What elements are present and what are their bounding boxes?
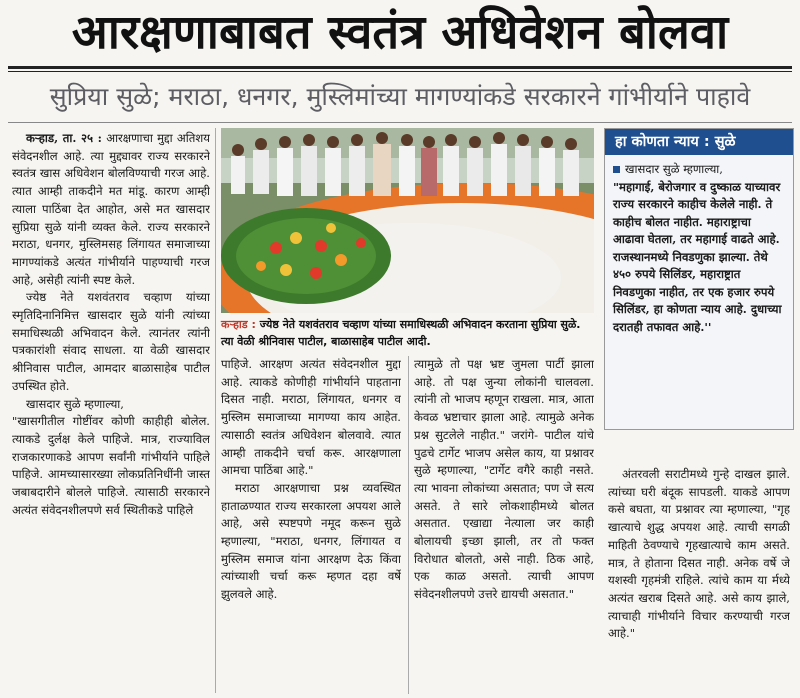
paragraph: पाहिजे. आरक्षण अत्यंत संवेदनशील मुद्दा आहे. त्याकडे कोणीही गांभीर्याने पाहताना दिसत नाही. मराठा, लिंगायत, धनगर व मुस्लिम समाजाच्या मागण्या काय आहेत. त्यासाठी स्वतंत्र अधिवेशन बोलवावे. त्यात आम्ही ताकदीने चर्चा करू. आरक्षणाला आमचा पाठिंबा आहे." <box>221 357 401 478</box>
dateline: कऱ्हाड, ता. २५ : <box>26 131 102 145</box>
article-column-4 <box>608 466 790 694</box>
paragraph: खासदार सुळे म्हणाल्या, <box>26 396 124 411</box>
lead-text: आरक्षणाचा मुद्दा अतिशय संवेदनशील आहे. त्या मुद्द्यावर राज्य सरकारने स्वतंत्र खास अधिवेशन बोलविण्याची गरज आहे. त्यात आम्ही ताकदीने मत मांडू. कारण आम्ही त्याला पाठिंबा देत आहोत, असे मत खासदार सुप्रिया सुळे यांनी व्यक्त केले. राज्य सरकारने मराठा, धनगर, मुस्लिमसह लिंगायत समाजाच्या मागण्यांकडे अत्यंत गांभीर्याने पाहण्याची गरज आहे, असेही त्यांनी स्पष्ट केले. <box>12 131 210 287</box>
bullet-square-icon <box>613 166 620 173</box>
sidebar-title: हा कोणता न्याय : सुळे <box>605 129 793 155</box>
memorial-photo-illustration <box>221 128 594 313</box>
article-column-1 <box>12 130 210 695</box>
headline: आरक्षणाबाबत स्वतंत्र अधिवेशन बोलवा <box>71 5 729 60</box>
subheadline-rule <box>8 122 792 123</box>
headline-rule-thin <box>8 71 792 72</box>
paragraph: मराठा आरक्षणाचा प्रश्न व्यवस्थित हाताळण्यात राज्य सरकारला अपयश आले आहे, असे स्पष्टपणे नमूद करून सुळे म्हणाल्या, "मराठा, धनगर, लिंगायत व मुस्लिम समाज यांना आरक्षण देऊ किंवा त्यांच्याशी चर्चा करू म्हणत दहा वर्षे झुलवले आहे. <box>221 480 401 602</box>
caption-place: कऱ्हाड : <box>221 318 256 331</box>
headline-rule <box>8 66 792 69</box>
paragraph: त्यामुळे तो पक्ष भ्रष्ट जुमला पार्टी झाला आहे. तो पक्ष जुन्या लोकांनी चालवला. त्यांनी तो भाजप म्हणून राखला. मात्र, आता केवळ भ्रष्टाचार झाला आहे. त्यामुळे अनेक प्रश्न सुटलेले नाहीत." जरांगे- पाटील यांचे पुढचे टार्गेट भाजप असेल काय, या प्रश्नावर सुळे म्हणाल्या, "टार्गेट वगैरे काही नसते. त्या भावना लोकांच्या असतात; पण जे सत्य असते. ते सारे लोकशाहीमध्ये बोलत असतात. एखाद्या नेत्याला जर काही बोलायची इच्छा झाली, तर तो फक्त विरोधात बोलतो, असे नाही. ठिक आहे, एक काळ असतो. त्याची आपण संवेदनशीलपणे उत्तरे द्यायची असतात." <box>414 357 594 602</box>
article-column-2 <box>221 356 401 694</box>
article-column-3 <box>414 356 594 694</box>
sidebar-intro: खासदार सुळे म्हणाल्या, <box>625 162 723 176</box>
quote-paragraph: "खासगीतील गोष्टींवर कोणी काहीही बोलेल. त्याकडे दुर्लक्ष केले पाहिजे. मात्र, राज्याविल राजकारणाकडे आपण सर्वांनी गांभीर्याने पाहिले पाहिजे. आमच्यासारख्या लोकप्रतिनिधींनी जास्त जबाबदारीने बोलले पाहिजे. त्यासाठी सरकारने अत्यंत संवेदनशीलपणे सर्व स्थितीकडे पाहिले <box>12 414 210 517</box>
paragraph: अंतरवली सराटीमध्ये गुन्हे दाखल झाले. त्यांच्या घरी बंदूक सापडली. याकडे आपण कसे बघता, या प्रश्नावर त्या म्हणाल्या, "गृह खात्याचे शुद्ध अपयश आहे. त्याची सगळी माहिती ठेवण्याचे गृहखात्याचे काम असते. मात्र, ते होताना दिसत नाही. अनेक वर्षे जे यशस्वी गृहमंत्री राहिले. त्यांचे काम या र्मध्ये अत्यंत खराब दिसते आहे. असे काय झाले, त्याचाही गांभीर्याने विचार करण्याची गरज आहे." <box>608 467 790 641</box>
lead-paragraph <box>12 130 210 289</box>
paragraph: ज्येष्ठ नेते यशवंतराव चव्हाण यांच्या स्मृतिदिनानिमित्त खासदार सुळे यांनी त्यांच्या समाधिस्थळी अभिवादन केले. त्यानंतर त्यांनी पत्रकारांशी संवाद साधला. या वेळी खासदार श्रीनिवास पाटील, आमदार बाळासाहेब पाटील उपस्थित होते. <box>12 290 210 393</box>
subheadline: सुप्रिया सुळे; मराठा, धनगर, मुस्लिमांच्या मागण्यांकडे सरकारने गांभीर्याने पाहावे <box>49 82 751 111</box>
column-divider <box>215 128 216 693</box>
news-photo <box>221 128 594 313</box>
sidebar-text <box>605 155 793 336</box>
column-divider <box>408 356 409 694</box>
sidebar-quote: "महागाई, बेरोजगार व दुष्काळ याच्यावर राज्य सरकारने काहीच केलेले नाही. ते काहीच बोलत नाहीत. महाराष्ट्राचा आढावा घेतला, तर महागाई वाढते आहे. राजस्थानमध्ये निवडणुका झाल्या. तेथे ४५० रुपये सिलिंडर, महाराष्ट्रात निवडणुका नाहीत, तर एक हजार रुपये सिलिंडर, हा कोणता न्याय आहे. दुधाच्या दरातही तफावत आहे.'' <box>613 179 782 334</box>
photo-caption <box>221 316 594 350</box>
sidebar-box <box>604 128 794 430</box>
caption-text: ज्येष्ठ नेते यशवंतराव चव्हाण यांच्या समाधिस्थळी अभिवादन करताना सुप्रिया सुळे. त्या वेळी श्रीनिवास पाटील, बाळासाहेब पाटील आदी. <box>221 318 581 348</box>
